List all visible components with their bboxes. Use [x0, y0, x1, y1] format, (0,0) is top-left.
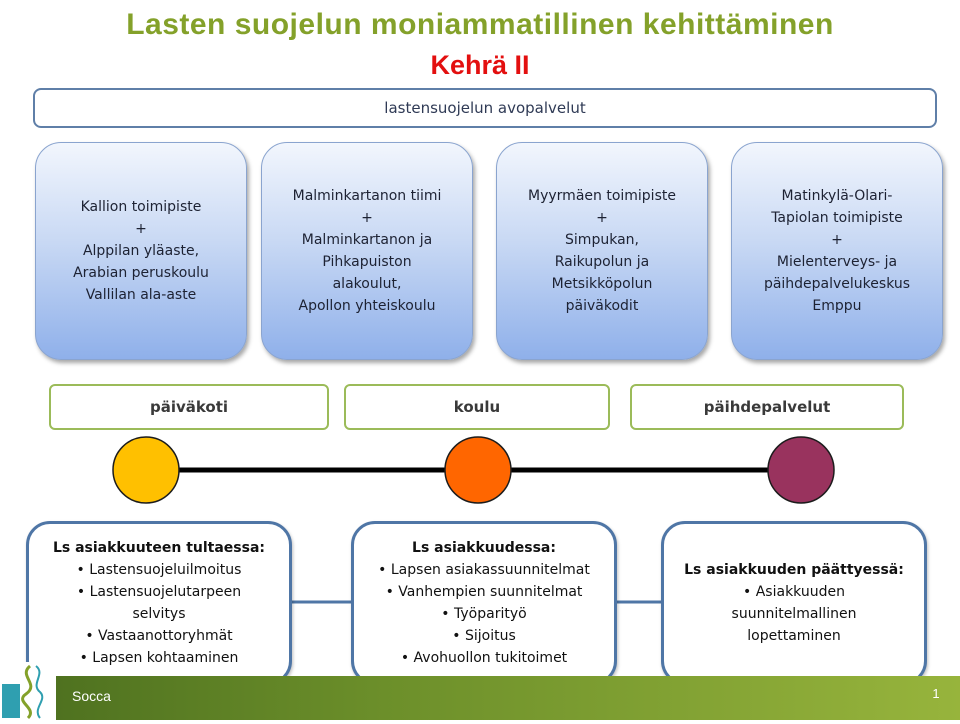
unit-line: Emppu — [812, 298, 862, 314]
stage-item: • Asiakkuuden — [743, 584, 845, 600]
unit-line: alakoulut, — [332, 276, 402, 292]
page-subtitle: Kehrä II — [430, 50, 530, 80]
timeline-dot-start — [113, 437, 179, 503]
category-label: päiväkoti — [149, 398, 229, 416]
category-label: päihdepalvelut — [703, 398, 831, 416]
stage-box-entry — [26, 521, 292, 685]
footer-bar — [0, 676, 960, 720]
unit-line: päiväkodit — [565, 298, 639, 314]
stage-item: • Avohuollon tukitoimet — [400, 650, 568, 666]
unit-line: Raikupolun ja — [554, 254, 650, 270]
unit-line: Matinkylä-Olari- — [781, 188, 893, 204]
stage-box-during — [351, 521, 617, 685]
unit-line: Tapiolan toimipiste — [771, 210, 903, 226]
services-banner-label: lastensuojelun avopalvelut — [384, 99, 586, 117]
timeline-dot-middle — [445, 437, 511, 503]
unit-line: Myyrmäen toimipiste — [528, 188, 676, 204]
stage-heading: Ls asiakkuuden päättyessä: — [684, 562, 904, 578]
stage-item: • Vanhempien suunnitelmat — [385, 584, 583, 600]
stage-item: • Vastaanottoryhmät — [85, 628, 233, 644]
unit-line: Metsikköpolun — [551, 276, 653, 292]
stage-item: lopettaminen — [747, 628, 841, 644]
unit-line: Simpukan, — [565, 232, 639, 248]
stage-item: • Työparityö — [441, 606, 527, 622]
unit-line: + — [135, 221, 147, 237]
stage-item: • Lapsen asiakassuunnitelmat — [378, 562, 590, 578]
timeline-dot-end — [768, 437, 834, 503]
socca-logo-icon — [0, 662, 56, 720]
footer-brand: Socca — [72, 688, 111, 704]
unit-line: + — [831, 232, 843, 248]
stage-heading: Ls asiakkuudessa: — [412, 540, 556, 556]
stage-item: • Lapsen kohtaaminen — [79, 650, 239, 666]
stage-item: • Sijoitus — [452, 628, 516, 644]
stage-item: suunnitelmallinen — [731, 606, 857, 622]
unit-line: Malminkartanon ja — [301, 232, 433, 248]
unit-line: Pihkapuiston — [322, 254, 412, 270]
stage-heading: Ls asiakkuuteen tultaessa: — [52, 540, 266, 556]
unit-line: + — [596, 210, 608, 226]
stage-item: • Lastensuojeluilmoitus — [76, 562, 242, 578]
unit-line: Arabian peruskoulu — [73, 265, 209, 281]
unit-line: päihdepalvelukeskus — [763, 276, 911, 292]
unit-line: + — [361, 210, 373, 226]
unit-line: Alppilan yläaste, — [82, 243, 200, 259]
unit-line: Vallilan ala-aste — [85, 287, 197, 303]
category-label: koulu — [453, 398, 501, 416]
unit-line: Apollon yhteiskoulu — [298, 298, 436, 314]
stage-item: • Lastensuojelutarpeen — [76, 584, 242, 600]
unit-line: Malminkartanon tiimi — [292, 188, 442, 204]
unit-line: Kallion toimipiste — [80, 199, 202, 215]
unit-line: Mielenterveys- ja — [776, 254, 898, 270]
page-number: 1 — [932, 686, 940, 701]
stage-item: selvitys — [132, 606, 186, 622]
page-title: Lasten suojelun moniammatillinen kehittäminen — [126, 8, 834, 41]
stage-box-ending — [661, 521, 927, 685]
